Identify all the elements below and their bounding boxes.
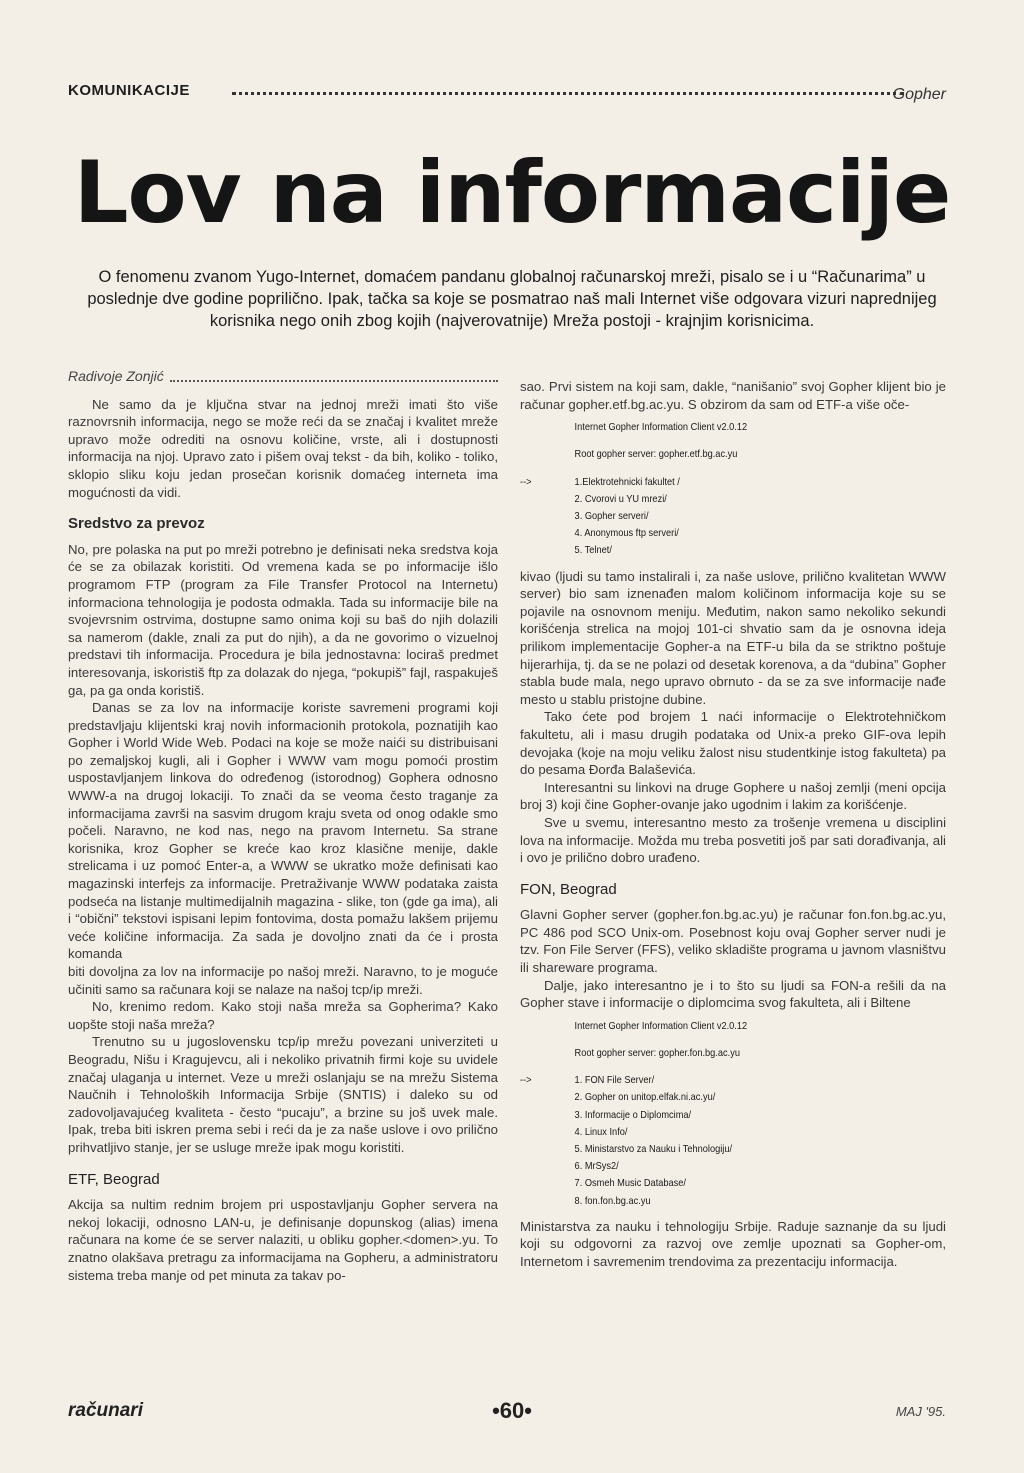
magazine-name: računari (68, 1400, 143, 1421)
list-item: 3. Informacije o Diplomcima/ (574, 1108, 692, 1121)
page-number: •60• (492, 1398, 532, 1423)
menu-pointer: --> (520, 475, 532, 488)
list-item: 6. MrSys2/ (574, 1160, 619, 1173)
issue-date: MAJ '95. (895, 1404, 946, 1419)
gopher-root-line: Root gopher server: gopher.etf.bg.ac.yu (574, 448, 738, 461)
menu-pointer: --> (520, 1074, 532, 1087)
paragraph: No, krenimo redom. Kako stoji naša mreža sa Gopherima? Kako uopšte stoji naša mreža? (68, 999, 498, 1032)
paragraph: Ne samo da je ključna stvar na jednoj mreži imati što više raznovrsnih informacija, nego se može reći da se značaj i kvalitet mreže upravo može odrediti na osnovu količine, vrste, ali i dostupnosti informacija na njoj. Upravo zato i pišem ovaj tekst - da bih, koliko - toliko, sklopio sliku koju jedan prosečan korisnik domaćeg interneta ima mogućnosti da vidi. (68, 396, 498, 500)
paragraph: Glavni Gopher server (gopher.fon.bg.ac.yu) je računar fon.fon.bg.ac.yu, PC 486 pod SCO Unix-om. Posebnost koju ovaj Gopher server nudi je tzv. Fon File Server (FFS), veliko skladište programa u javnom vlasništvu ili shareware programa. (520, 907, 946, 976)
gopher-client-line: Internet Gopher Information Client v2.0.12 (574, 1019, 748, 1032)
gopher-menu-etf (520, 419, 895, 559)
paragraph: Trenutno su u jugoslovensku tcp/ip mrežu povezani univerziteti u Beogradu, Nišu i Kragujevcu, ali i nekoliko privatnih firmi koje su uvidele značaj ulaganja u internet. Veze u mreži oslanjaju se na mrežu Sistema Naučnih i Tehnoloških Informacija Srbije (SNTIS) i daleko su od zadovoljavajućeg kvaliteta - često “pucaju”, a brzine su još uvek male. Ipak, treba biti iskren prema sebi i reći da je za naše uslove i ovo prilično prihvatljivo stanje, jer se usluge mreže ipak mogu koristiti. (68, 1034, 498, 1155)
subheading: Sredstvo za prevoz (68, 515, 205, 533)
byline (68, 368, 498, 386)
byline-dotted-rule (170, 380, 498, 382)
list-item: 7. Osmeh Music Database/ (574, 1177, 687, 1190)
list-item: 4. Linux Info/ (574, 1125, 628, 1138)
subheading: ETF, Beograd (68, 1170, 160, 1188)
paragraph: sao. Prvi sistem na koji sam, dakle, “nanišanio” svoj Gopher klijent bio je računar gopher.etf.bg.ac.yu. S obzirom da sam od ETF-a više oče- (520, 379, 946, 412)
section-label: KOMUNIKACIJE (68, 82, 190, 99)
paragraph: Akcija sa nultim rednim brojem pri uspostavljanju Gopher servera na nekoj lokaciji, odnosno LAN-u, je definisanje dopunskog (alias) imena računara na kome će se server nalaziti, u obliku gopher.<domen>.yu. To znatno olakšava pretragu za informacijama na Gopheru, a administratoru sistema treba manje od pet minuta za takav po- (68, 1197, 498, 1283)
list-item: 5. Telnet/ (574, 544, 612, 557)
list-item: --> 1.Elektrotehnicki fakultet / (520, 474, 895, 491)
article-title: Lov na informacije (73, 143, 951, 243)
list-item: 2. Cvorovi u YU mrezi/ (574, 492, 667, 505)
paragraph: Dalje, jako interesantno je i to što su ljudi sa FON-a rešili da na Gopher stave i informacije o diplomcima svog fakulteta, ali i Biltene (520, 977, 946, 1011)
list-item: 8. fon.fon.bg.ac.yu (574, 1194, 651, 1207)
gopher-client-line: Internet Gopher Information Client v2.0.12 (574, 421, 748, 434)
left-column (68, 368, 498, 1284)
subheading: FON, Beograd (520, 880, 617, 898)
gopher-menu-fon (520, 1018, 895, 1210)
right-column (520, 378, 946, 1271)
paragraph: Ministarstva za nauku i tehnologiju Srbije. Raduje saznanje da su ljudi koji su odgovorni za razvoj ove zemlje upoznati sa Gopher-om, Internetom i savremenim trendovima za prezentaciju informacija. (520, 1218, 946, 1270)
list-item: --> 1. FON File Server/ (520, 1072, 895, 1089)
list-item: 2. Gopher on unitop.elfak.ni.ac.yu/ (574, 1091, 716, 1104)
paragraph: Interesantni su linkovi na druge Gophere u našoj zemlji (meni opcija broj 3) koji čine Gopher-ovanje jako ugodnim i lakim za korišćenje. (520, 779, 946, 813)
article-lead: O fenomenu zvanom Yugo-Internet, domaćem pandanu globalnoj računarskoj mreži, pisalo se i u “Računarima” u poslednje dve godine poprilično. Ipak, tačka sa koje se posmatrao naš mali Internet više odgovara vizuri naprednijeg korisnika nego onih zbog kojih (najverovatnije) Mreža postoji - krajnjim korisnicima. (87, 268, 937, 330)
paragraph: No, pre polaska na put po mreži potrebno je definisati neka sredstva koja će se za obilazak koristiti. Od vremena kada se po informacije išlo programom FTP (program za File Transfer Protocol na Internetu) informaciona tehnologija je podosta odmakla. Tada su informacije bile na svojevrsnim ostrvima, dostupne samo onima koji su baš do njih dolazili sa namerom (dakle, znali za put do njih), a da ne govorimo o vizuelnoj predstavi tih informacija. Procedura je bila jednostavna: locirаš predmet interesovanja, iskoristiš ftp za dolazak do njega, “pokupiš” fajl, raspakuješ ga, pa ga onda koristiš. (68, 541, 498, 698)
header-dotted-rule (232, 92, 904, 95)
gopher-root-line: Root gopher server: gopher.fon.bg.ac.yu (574, 1047, 740, 1060)
topic-label: Gopher (892, 86, 946, 103)
paragraph: Tako ćete pod brojem 1 naći informacije o Elektrotehničkom fakultetu, ali i masu drugih podataka od Unix-a preko GIF-ova lepih devojaka (koje na moju veliku žalost nisu studentkinje istog fakulteta) pa do pesama Đorđa Balaševića. (520, 709, 946, 778)
paragraph: biti dovoljna za lov na informacije po našoj mreži. Naravno, to je moguće učiniti samo sa računara koji se nalaze na našoj tcp/ip mreži. (68, 964, 498, 997)
author-name: Radivoje Zonjić (68, 368, 164, 384)
paragraph: Sve u svemu, interesantno mesto za trošenje vremena u disciplini lova na informacije. Možda mu treba posvetiti još par sati dorađivanja, ali i ovo je prilično dobro urađeno. (520, 814, 946, 866)
paragraph: kivao (ljudi su tamo instalirali i, za naše uslove, prilično kvalitetan WWW server) bio sam iznenađen malom količinom informacija koje su se pojavile na osnovnom meniju. Međutim, nakon samo nekoliko sekundi korišćenja strelica na mojoj 101-ci shvatio sam da je osnovna ideja prilikom implementacije Gopher-a na ETF-u bila da se striktno poštuje hijerarhija, tj. da se ne polazi od desetak korenova, a da “dubina” Gopher stabla bude mala, nego upravo obrnuto - da se za sve informacije nađe mesto u stablu pristojne dubine. (520, 568, 946, 707)
list-item: 4. Anonymous ftp serveri/ (574, 527, 679, 540)
list-item: 3. Gopher serveri/ (574, 510, 649, 522)
paragraph: Danas se za lov na informacije koriste savremeni programi koji predstavljaju klijentski kraj novih informacionih protokola, poznatijih kao Gopher i World Wide Web. Podaci na koje se može naići su distribuisani po zemaljskoj kugli, ali i Gopher i WWW vam mogu pomoći prostim uspostavljanjem linkova do određenog (istorodnog) Gophera odnosno WWW-a na drugoj lokaciji. To znači da se veoma često traganje za informacijama završi na sasvim drugom kraju sveta od onog odakle smo počeli. Naravno, ne kod nas, nego na pravom Internetu. Sa strane korisnika, kroz Gopher se kreće kao kroz klasične menije, dakle strelicama i uz pomoć Enter-a, a WWW se ukratko može definisati kao magazinski interfejs za informacije. Pretraživanje WWW podataka zaista podseća na listanje multimedijalnih magazina - slike, ton (gde ga ima), ali i “obični” tekstovi ispisani lepim fontovima, dosta pomažu lakšem prijemu veće količine informacija. Za sada je dovoljno znati da će i prosta komanda (68, 700, 498, 962)
list-item: 5. Ministarstvo za Nauku i Tehnologiju/ (574, 1143, 733, 1156)
